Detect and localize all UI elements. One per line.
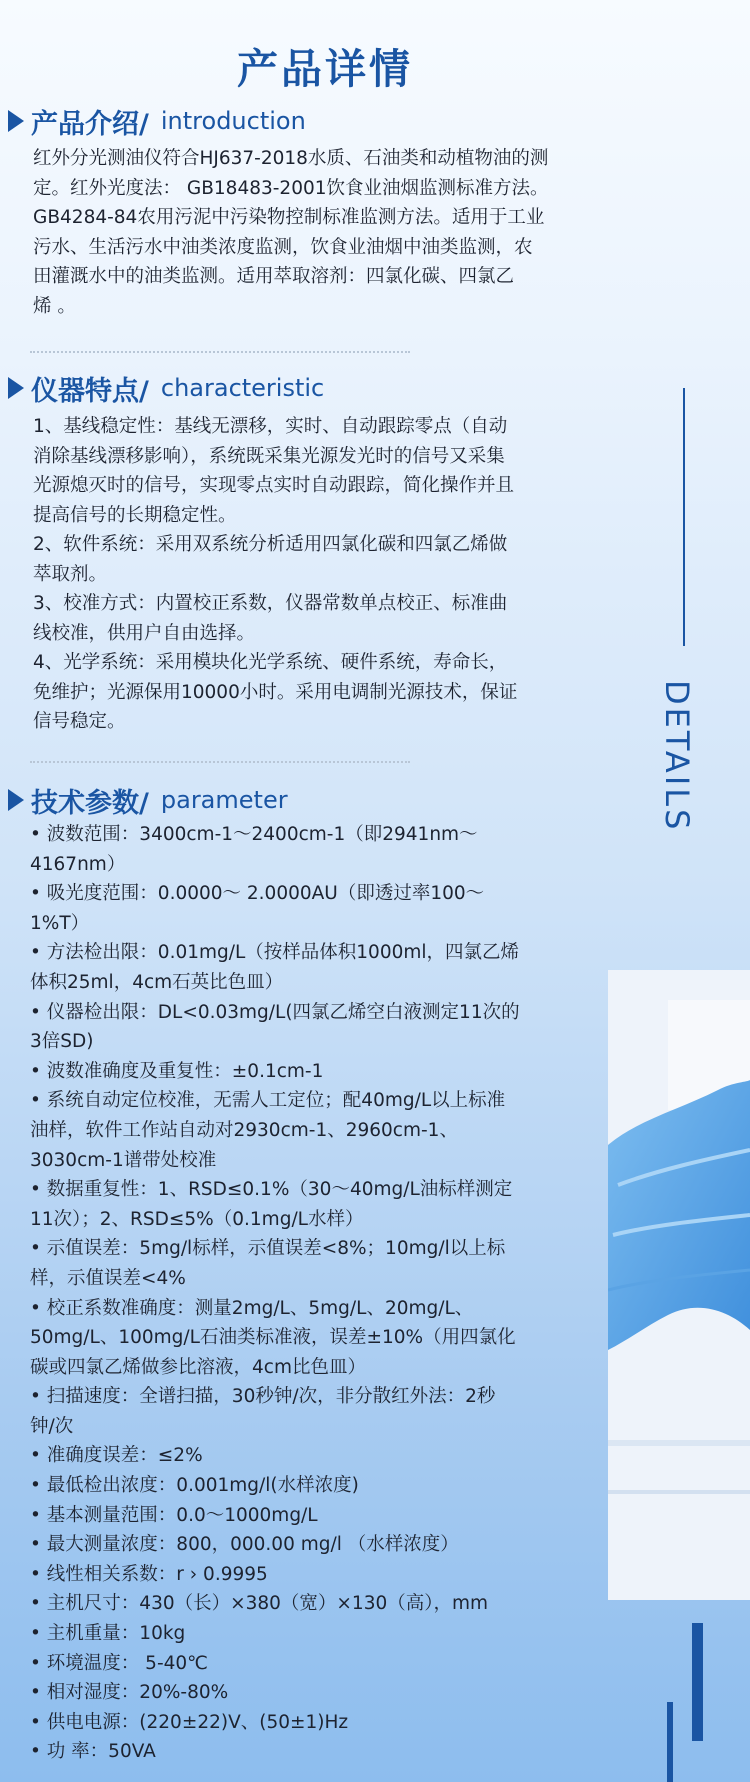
- page-title: 产品详情: [237, 45, 413, 93]
- parameter-line: 4167nm）: [30, 853, 126, 875]
- characteristic-line: 1、基线稳定性：基线无漂移，实时、自动跟踪零点（自动: [33, 416, 508, 437]
- side-vertical-rule: [683, 388, 685, 646]
- parameter-line: • 主机尺寸：430（长）×380（宽）×130（高），mm: [30, 1593, 489, 1615]
- parameter-heading-en: parameter: [160, 786, 288, 814]
- characteristic-heading: [8, 368, 324, 408]
- parameter-line: • 校正系数准确度：测量2mg/L、5mg/L、20mg/L、: [30, 1297, 474, 1319]
- triangle-bullet-icon: [8, 377, 24, 399]
- parameter-line: • 供电电源：(220±22)V、(50±1)Hz: [30, 1711, 349, 1733]
- accent-bar: [692, 1623, 703, 1741]
- characteristic-heading-cn: 仪器特点/: [31, 375, 149, 407]
- introduction-text: [33, 144, 608, 321]
- parameter-line: • 环境温度： 5-40℃: [30, 1652, 208, 1674]
- parameter-line: 3倍SD): [30, 1031, 94, 1053]
- characteristic-line: 信号稳定。: [33, 711, 126, 732]
- parameter-line: • 系统自动定位校准，无需人工定位；配40mg/L以上标准: [30, 1090, 506, 1112]
- parameter-heading-cn: 技术参数/: [31, 787, 149, 819]
- triangle-bullet-icon: [8, 110, 24, 132]
- parameter-line: • 基本测量范围：0.0～1000mg/L: [30, 1504, 318, 1526]
- characteristic-line: 萃取剂。: [33, 563, 108, 585]
- parameter-list: [30, 820, 605, 1767]
- introduction-line: 红外分光测油仪符合HJ637-2018水质、石油类和动植物油的测: [33, 148, 549, 169]
- parameter-line: 11次）；2、RSD≤5%（0.1mg/L水样）: [30, 1208, 364, 1230]
- parameter-line: • 最大测量浓度：800，000.00 mg/l （水样浓度）: [30, 1534, 459, 1556]
- parameter-line: • 线性相关系数：r › 0.9995: [30, 1563, 268, 1585]
- parameter-line: 样，示值误差<4%: [30, 1267, 186, 1289]
- introduction-line: 田灌溉水中的油类监测。适用萃取溶剂：四氯化碳、四氯乙: [33, 266, 515, 287]
- characteristic-line: 光源熄灭时的信号，实现零点实时自动跟踪，简化操作并且: [33, 475, 515, 496]
- parameter-line: • 波数准确度及重复性：±0.1cm-1: [30, 1060, 324, 1082]
- gloved-hands-photo: [608, 970, 750, 1600]
- parameter-line: 3030cm-1谱带处校准: [30, 1149, 217, 1171]
- introduction-line: 烯 。: [33, 295, 76, 317]
- introduction-heading-cn: 产品介绍/: [31, 108, 149, 140]
- parameter-line: • 示值误差：5mg/l标样，示值误差<8%；10mg/l以上标: [30, 1238, 506, 1260]
- introduction-line: 定。红外光度法： GB18483-2001饮食业油烟监测标准方法。: [33, 177, 549, 199]
- characteristic-heading-en: characteristic: [160, 374, 325, 402]
- parameter-line: • 最低检出浓度：0.001mg/l(水样浓度): [30, 1475, 359, 1497]
- parameter-line: 碳或四氯乙烯做参比溶液，4cm比色皿）: [30, 1356, 366, 1378]
- parameter-line: 1%T）: [30, 912, 90, 934]
- parameter-line: 体积25ml，4cm石英比色皿）: [30, 971, 284, 993]
- parameter-line: • 主机重量：10kg: [30, 1623, 186, 1645]
- characteristic-line: 提高信号的长期稳定性。: [33, 504, 237, 526]
- characteristic-line: 免维护；光源保用10000小时。采用电调制光源技术，保证: [33, 681, 518, 703]
- characteristic-text: [33, 412, 608, 737]
- characteristic-line: 2、软件系统：采用双系统分析适用四氯化碳和四氯乙烯做: [33, 534, 508, 555]
- characteristic-line: 3、校准方式：内置校正系数，仪器常数单点校正、标准曲: [33, 593, 508, 614]
- parameter-line: • 吸光度范围：0.0000～ 2.0000AU（即透过率100～: [30, 883, 485, 905]
- section-divider: [30, 761, 410, 763]
- parameter-line: 油样，软件工作站自动对2930cm-1、2960cm-1、: [30, 1119, 458, 1141]
- parameter-line: • 扫描速度：全谱扫描，30秒钟/次，非分散红外法：2秒: [30, 1386, 496, 1408]
- accent-bar: [667, 1702, 673, 1782]
- introduction-heading-en: introduction: [160, 107, 306, 135]
- parameter-line: 50mg/L、100mg/L石油类标准液，误差±10%（用四氯化: [30, 1327, 516, 1349]
- characteristic-line: 消除基线漂移影响），系统既采集光源发光时的信号又采集: [33, 445, 505, 467]
- section-divider: [30, 351, 410, 353]
- parameter-line: • 数据重复性：1、RSD≤0.1%（30～40mg/L油标样测定: [30, 1179, 513, 1201]
- parameter-line: • 波数范围：3400cm-1～2400cm-1（即2941nm～: [30, 824, 478, 845]
- parameter-heading: [8, 780, 288, 820]
- parameter-line: • 仪器检出限：DL<0.03mg/L(四氯乙烯空白液测定11次的: [30, 1001, 520, 1023]
- glove-illustration: [608, 970, 750, 1600]
- parameter-line: 钟/次: [30, 1415, 74, 1437]
- side-details-label: DETAILS: [658, 680, 696, 833]
- characteristic-line: 4、光学系统：采用模块化光学系统、硬件系统，寿命长，: [33, 652, 508, 673]
- introduction-line: 污水、生活污水中油类浓度监测，饮食业油烟中油类监测，农: [33, 236, 533, 258]
- introduction-heading: [8, 101, 306, 141]
- parameter-line: • 准确度误差：≤2%: [30, 1445, 203, 1467]
- parameter-line: • 相对湿度：20%-80%: [30, 1682, 229, 1704]
- parameter-line: • 功 率：50VA: [30, 1741, 156, 1763]
- parameter-line: • 方法检出限：0.01mg/L（按样品体积1000ml，四氯乙烯: [30, 942, 520, 964]
- characteristic-line: 线校准，供用户自由选择。: [33, 622, 256, 644]
- introduction-line: GB4284-84农用污泥中污染物控制标准监测方法。适用于工业: [33, 207, 545, 228]
- triangle-bullet-icon: [8, 789, 24, 811]
